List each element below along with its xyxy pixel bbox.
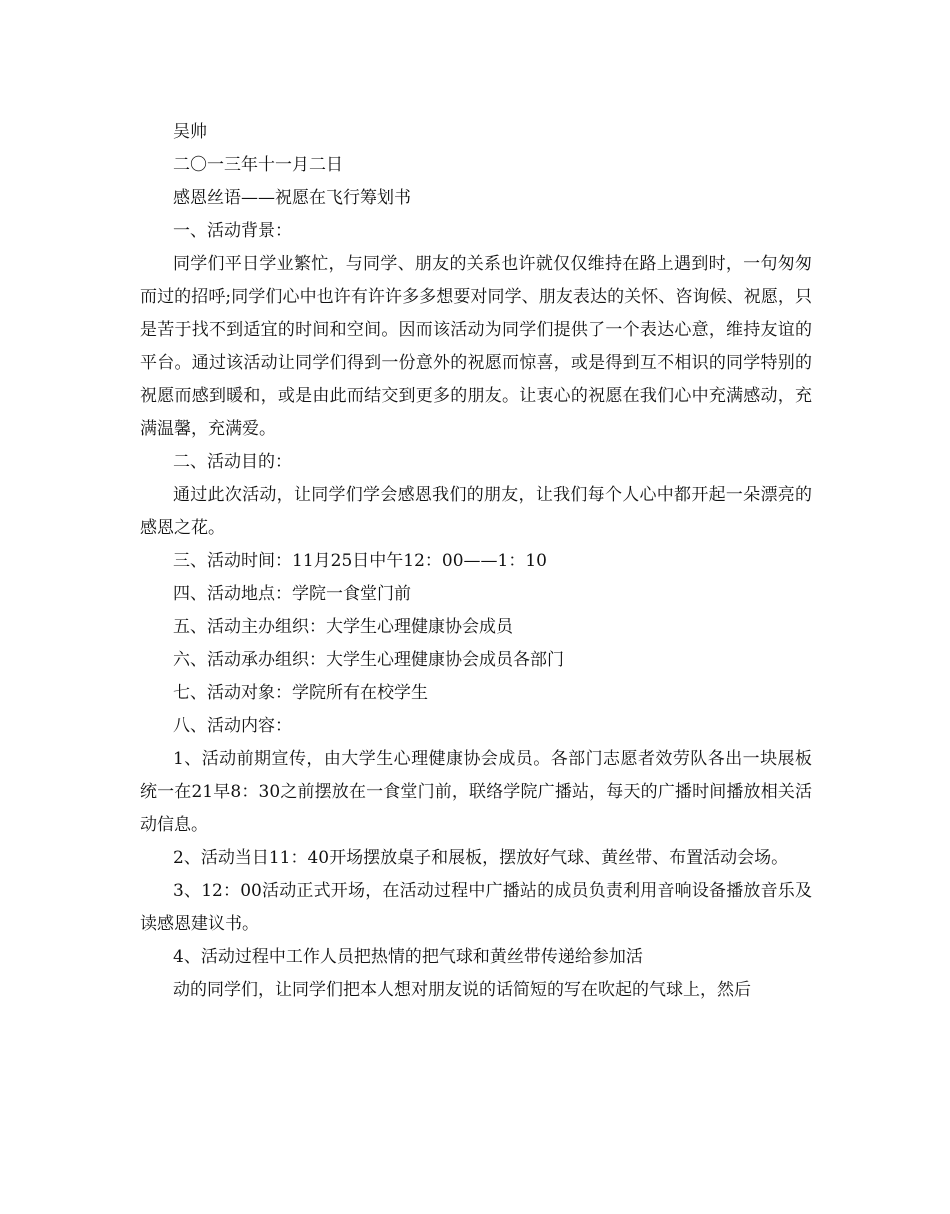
content-item-3: 3、12：00活动正式开场，在活动过程中广播站的成员负责利用音响设备播放音乐及读感恩建议书。	[140, 881, 812, 934]
section-heading-purpose: 二、活动目的：	[173, 452, 292, 472]
section-organizer: 五、活动主办组织：大学生心理健康协会成员	[173, 617, 513, 637]
paragraph-purpose: 通过此次活动，让同学们学会感恩我们的朋友，让我们每个人心中都开起一朵漂亮的感恩之花。	[140, 485, 812, 538]
content-item-1: 1、活动前期宣传，由大学生心理健康协会成员。各部门志愿者效劳队各出一块展板统一在21早8：30之前摆放在一食堂门前，联络学院广播站，每天的广播时间播放相关活动信息。	[140, 749, 812, 835]
content-item-4: 4、活动过程中工作人员把热情的把气球和黄丝带传递给参加活	[173, 947, 643, 967]
date-line: 二〇一三年十一月二日	[173, 155, 343, 175]
section-location: 四、活动地点：学院一食堂门前	[173, 584, 411, 604]
content-item-2: 2、活动当日11：40开场摆放桌子和展板，摆放好气球、黄丝带、布置活动会场。	[173, 848, 789, 868]
document-title: 感恩丝语——祝愿在飞行筹划书	[173, 188, 411, 208]
paragraph-background: 同学们平日学业繁忙，与同学、朋友的关系也许就仅仅维持在路上遇到时，一句匆匆而过的招呼;同学们心中也许有许许多多想要对同学、朋友表达的关怀、咨询候、祝愿，只是苦于找不到适宜的时间和空间。因而该活动为同学们提供了一个表达心意，维持友谊的平台。通过该活动让同学们得到一份意外的祝愿而惊喜，或是得到互不相识的同学特别的祝愿而感到暖和，或是由此而结交到更多的朋友。让衷心的祝愿在我们心中充满感动，充满温馨，充满爱。	[140, 254, 812, 439]
section-co-organizer: 六、活动承办组织：大学生心理健康协会成员各部门	[173, 650, 564, 670]
content-item-4-continued: 动的同学们，让同学们把本人想对朋友说的话简短的写在吹起的气球上，然后	[173, 980, 751, 1000]
section-heading-background: 一、活动背景：	[173, 221, 292, 241]
author-line: 吴帅	[173, 122, 207, 142]
section-audience: 七、活动对象：学院所有在校学生	[173, 683, 428, 703]
section-time: 三、活动时间：11月25日中午12：00——1：10	[173, 551, 547, 571]
section-heading-content: 八、活动内容：	[173, 716, 292, 736]
document-page	[140, 116, 812, 1007]
